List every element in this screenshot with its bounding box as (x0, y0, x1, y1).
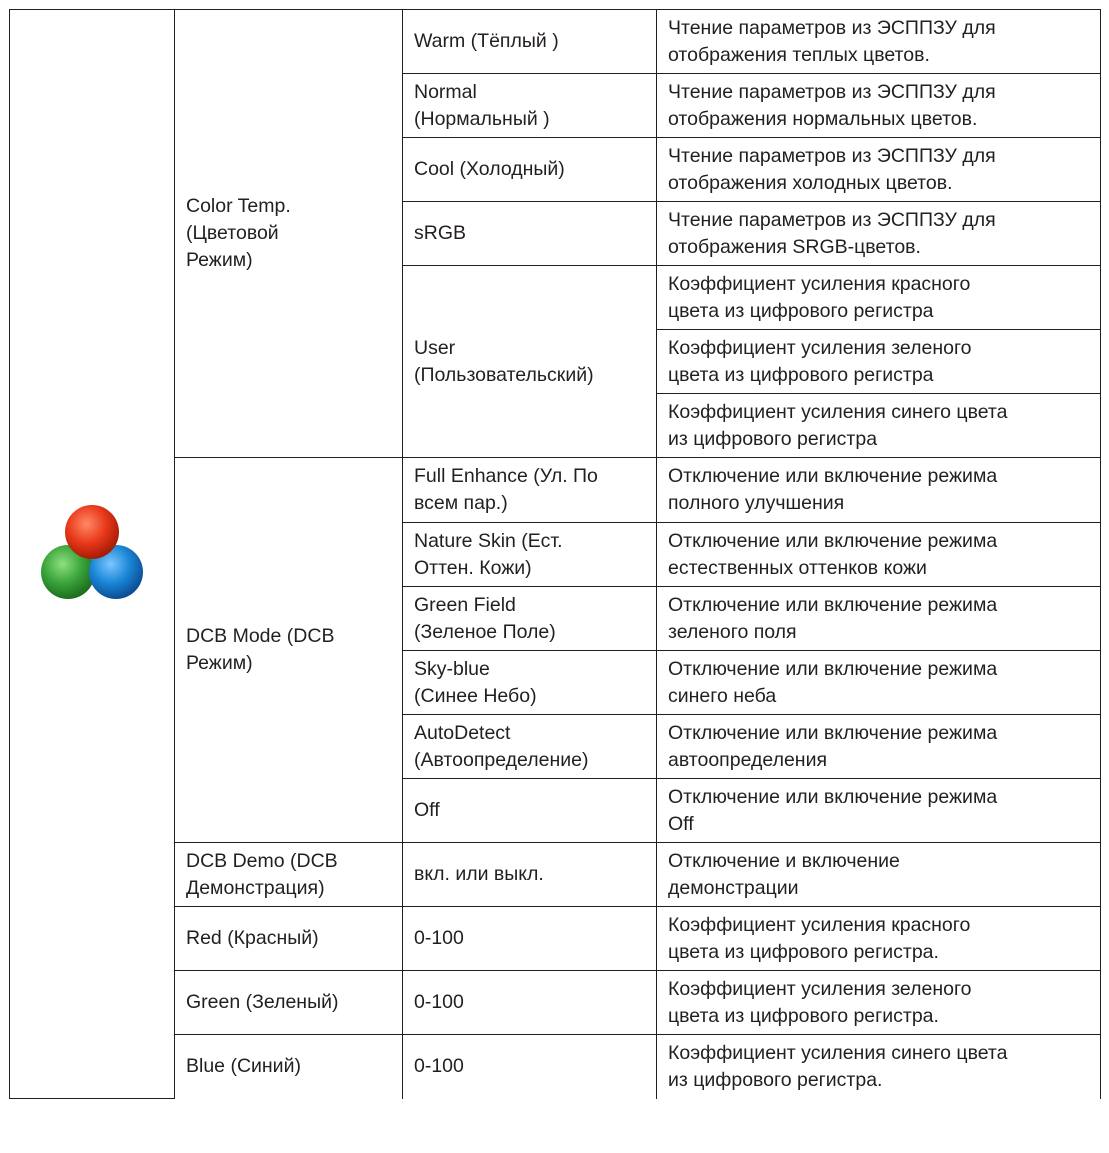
desc-off: Отключение или включение режима Off (657, 779, 1101, 843)
desc-autodetect: Отключение или включение режима автоопределения (657, 715, 1101, 779)
value-blue: 0-100 (403, 1035, 657, 1099)
value-green: 0-100 (403, 971, 657, 1035)
group-color-temp: Color Temp. (Цветовой Режим) (175, 10, 403, 458)
desc-blue: Коэффициент усиления синего цвета из цифрового регистра. (657, 1035, 1101, 1099)
option-autodetect: AutoDetect (Автоопределение) (403, 715, 657, 779)
item-red: Red (Красный) (175, 907, 403, 971)
value-red: 0-100 (403, 907, 657, 971)
menu-icon-cell (10, 10, 175, 1099)
desc-nature-skin: Отключение или включение режима естественных оттенков кожи (657, 523, 1101, 587)
desc-normal: Чтение параметров из ЭСППЗУ для отображения нормальных цветов. (657, 74, 1101, 138)
item-blue: Blue (Синий) (175, 1035, 403, 1099)
desc-full-enhance: Отключение или включение режима полного улучшения (657, 458, 1101, 523)
desc-green: Коэффициент усиления зеленого цвета из цифрового регистра. (657, 971, 1101, 1035)
option-green-field: Green Field (Зеленое Поле) (403, 587, 657, 651)
option-srgb: sRGB (403, 202, 657, 266)
table-row (10, 10, 1101, 74)
item-dcb-demo: DCB Demo (DCB Демонстрация) (175, 843, 403, 907)
red-sphere (65, 505, 119, 559)
option-warm: Warm (Тёплый ) (403, 10, 657, 74)
desc-user-red: Коэффициент усиления красного цвета из цифрового регистра (657, 266, 1101, 330)
option-user: User (Пользовательский) (403, 266, 657, 458)
item-green: Green (Зеленый) (175, 971, 403, 1035)
color-settings-table (9, 9, 1101, 1099)
desc-cool: Чтение параметров из ЭСППЗУ для отображения холодных цветов. (657, 138, 1101, 202)
group-dcb-mode: DCB Mode (DCB Режим) (175, 458, 403, 843)
option-off: Off (403, 779, 657, 843)
desc-user-green: Коэффициент усиления зеленого цвета из цифрового регистра (657, 330, 1101, 394)
option-cool: Cool (Холодный) (403, 138, 657, 202)
desc-srgb: Чтение параметров из ЭСППЗУ для отображения SRGB-цветов. (657, 202, 1101, 266)
option-sky-blue: Sky-blue (Синее Небо) (403, 651, 657, 715)
desc-warm: Чтение параметров из ЭСППЗУ для отображения теплых цветов. (657, 10, 1101, 74)
desc-sky-blue: Отключение или включение режима синего неба (657, 651, 1101, 715)
option-full-enhance: Full Enhance (Ул. По всем пар.) (403, 458, 657, 523)
option-nature-skin: Nature Skin (Ест. Оттен. Кожи) (403, 523, 657, 587)
color-setup-icon (37, 499, 147, 609)
option-normal: Normal (Нормальный ) (403, 74, 657, 138)
desc-user-blue: Коэффициент усиления синего цвета из цифрового регистра (657, 394, 1101, 458)
desc-green-field: Отключение или включение режима зеленого поля (657, 587, 1101, 651)
desc-dcb-demo: Отключение и включение демонстрации (657, 843, 1101, 907)
desc-red: Коэффициент усиления красного цвета из цифрового регистра. (657, 907, 1101, 971)
value-dcb-demo: вкл. или выкл. (403, 843, 657, 907)
